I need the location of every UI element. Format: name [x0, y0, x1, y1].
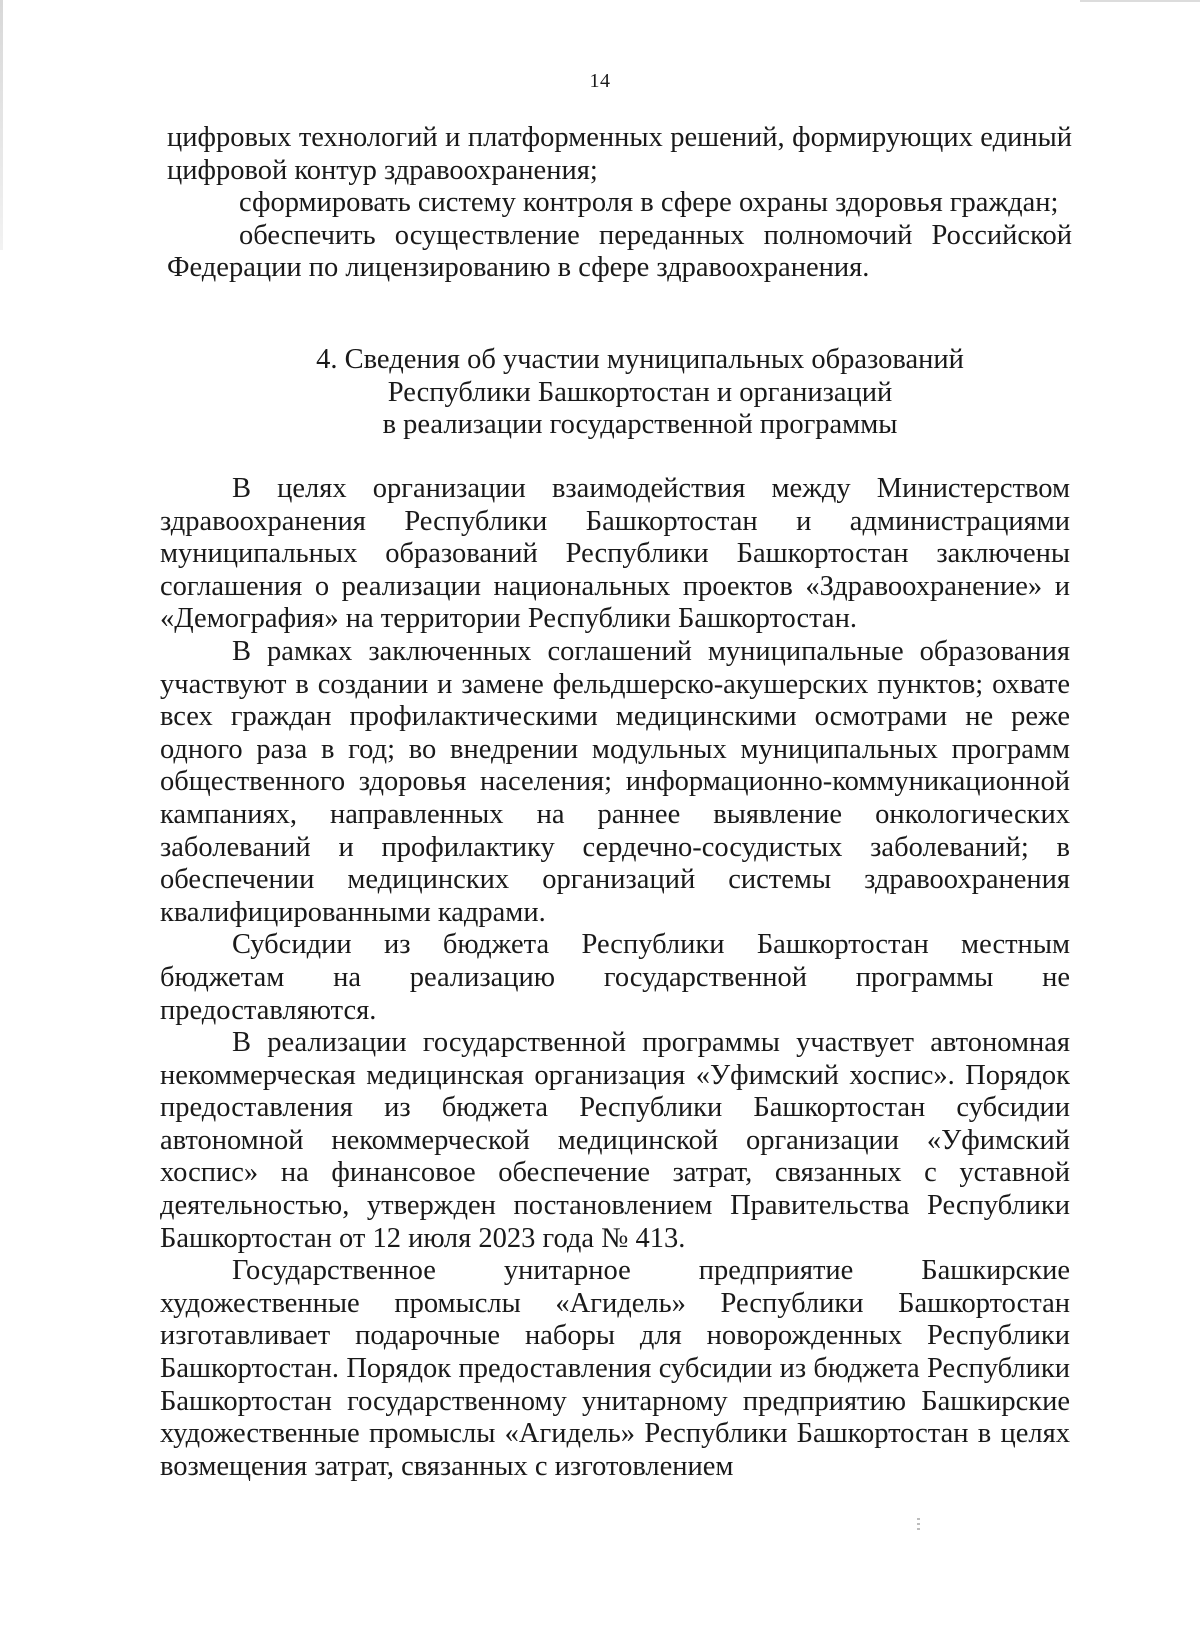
- paragraph: сформировать систему контроля в сфере охраны здоровья граждан;: [239, 187, 1059, 219]
- scan-edge-artifact: [1080, 0, 1200, 2]
- scan-speck-artifact: [917, 1518, 920, 1532]
- paragraph: В целях организации взаимодействия между Министерством здравоохранения Республики Башкортостан и администрациями муниципальных образований Республики Башкортостан заключены соглашения о реализации национальных проектов «Здравоохранение» и «Демография» на территории Республики Башкортостан.: [160, 473, 1070, 635]
- heading-line: Республики Башкортостан и организаций: [387, 376, 893, 408]
- paragraph: Субсидии из бюджета Республики Башкортостан местным бюджетам на реализацию государственной программы не предоставляются.: [160, 929, 1070, 1026]
- section-heading: [220, 344, 1060, 442]
- page-number: 14: [589, 70, 611, 92]
- paragraph: В реализации государственной программы участвует автономная некоммерческая медицинская организация «Уфимский хоспис». Порядок предоставления из бюджета Республики Башкортостан субсидии автономной некоммерческой медицинской организации «Уфимский хоспис» на финансовое обеспечение затрат, связанных с уставной деятельностью, утвержден постановлением Правительства Республики Башкортостан от 12 июля 2023 года № 413.: [160, 1027, 1070, 1254]
- paragraph: В рамках заключенных соглашений муниципальные образования участвуют в создании и замене фельдшерско-акушерских пунктов; охвате всех граждан профилактическими медицинскими осмотрами не реже одного раза в год; во внедрении модульных муниципальных программ общественного здоровья населения; информационно-коммуникационной кампаниях, направленных на раннее выявление онкологических заболеваний и профилактику сердечно-сосудистых заболеваний; в обеспечении медицинских организаций системы здравоохранения квалифицированными кадрами.: [160, 635, 1070, 928]
- heading-line: в реализации государственной программы: [382, 409, 898, 441]
- scan-edge-artifact: [0, 0, 3, 250]
- paragraph: Государственное унитарное предприятие Башкирские художественные промыслы «Агидель» Республики Башкортостан изготавливает подарочные наборы для новорожденных Республики Башкортостан. Порядок предоставления субсидии из бюджета Республики Башкортостан государственному унитарному предприятию Башкирские художественные промыслы «Агидель» Республики Башкортостан в целях возмещения затрат, связанных с изготовлением: [160, 1255, 1070, 1482]
- section-body: [160, 473, 1070, 1483]
- paragraph: цифровых технологий и платформенных решений, формирующих единый цифровой контур здравоохранения;: [167, 122, 1072, 186]
- heading-line: 4. Сведения об участии муниципальных образований: [316, 344, 964, 375]
- continuation-text: [167, 122, 1072, 285]
- paragraph: обеспечить осуществление переданных полномочий Российской Федерации по лицензированию в сфере здравоохранения.: [167, 219, 1072, 284]
